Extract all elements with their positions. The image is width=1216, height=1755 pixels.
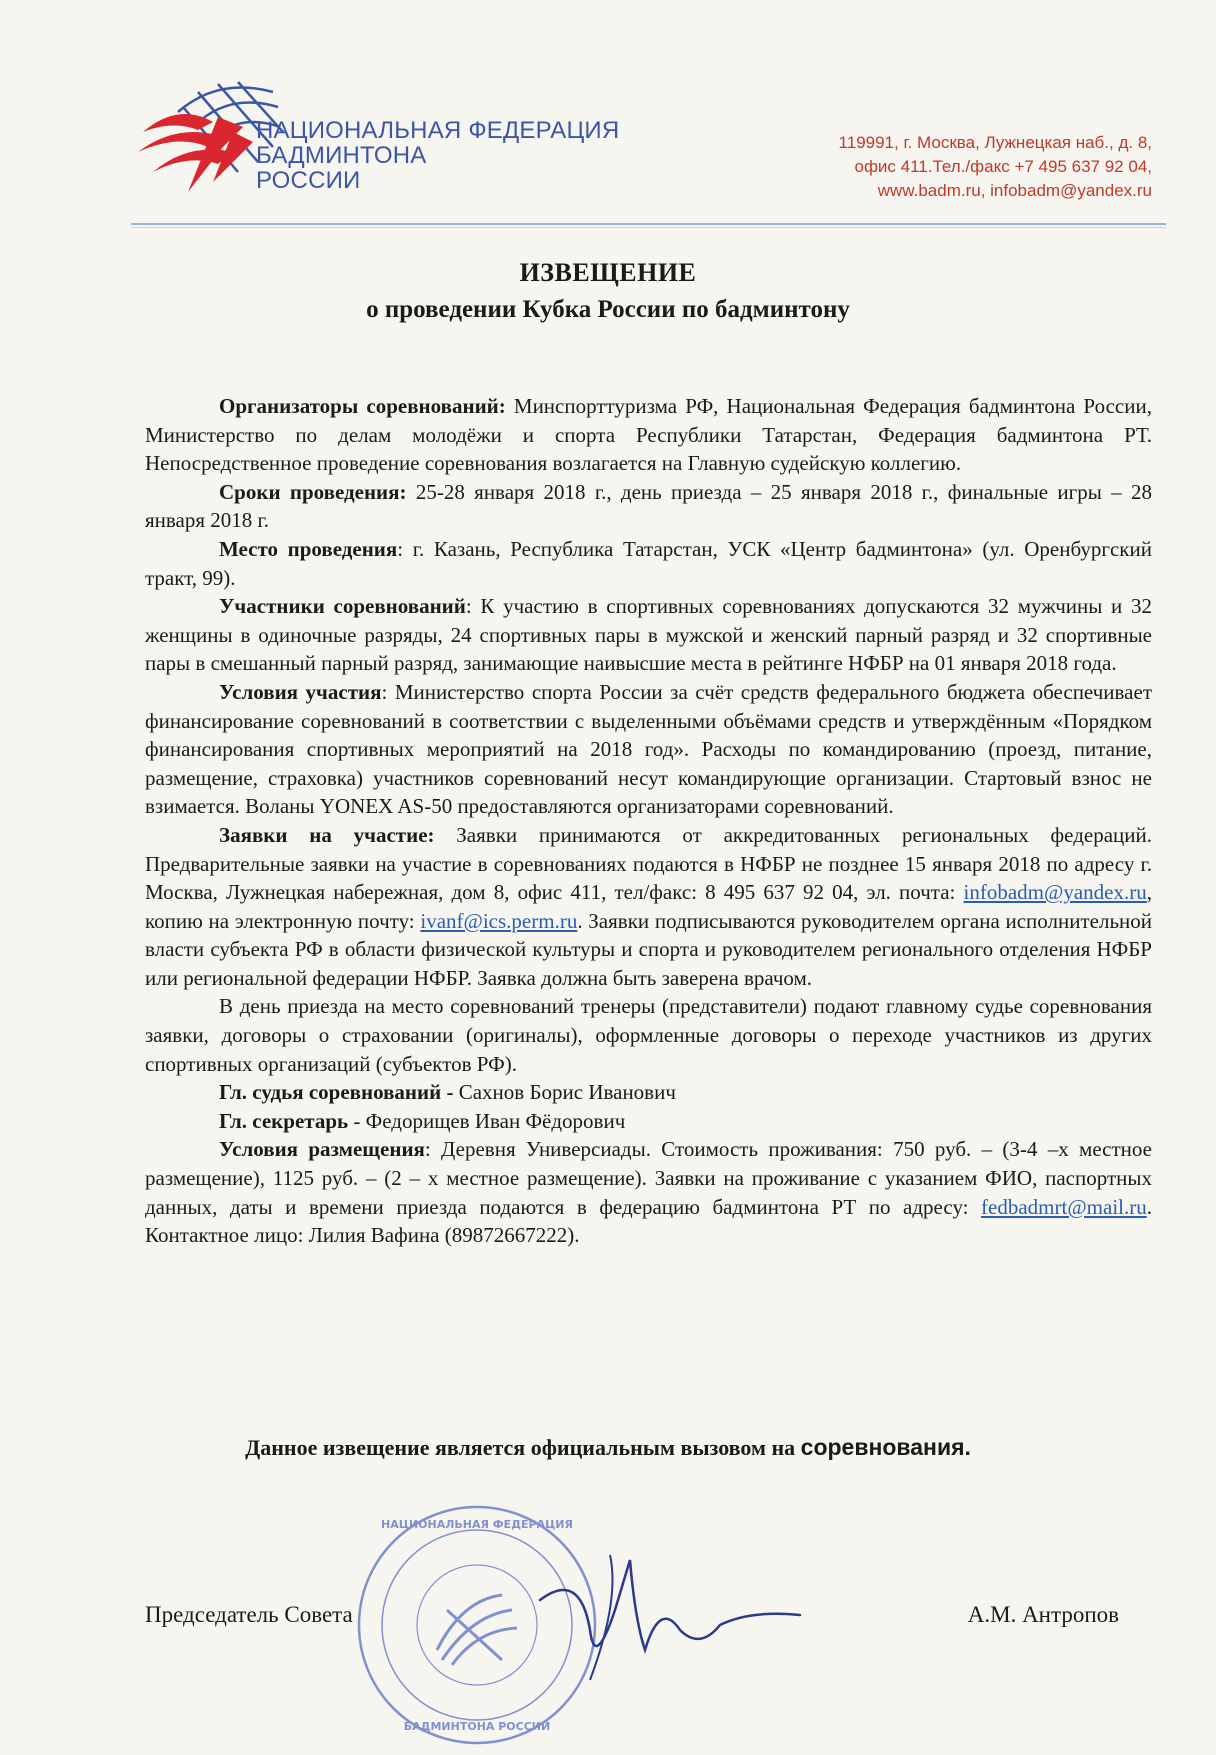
email-link-infobadm[interactable]: infobadm@yandex.ru — [963, 880, 1147, 905]
document-body — [145, 392, 1152, 1250]
venue-label: Место проведения — [219, 536, 398, 561]
venue-text: : г. Казань, Республика Татарстан, УСК «Центр бадминтона» (ул. Оренбургский тракт, 99). — [145, 536, 1152, 590]
signatory-position: Председатель Совета — [145, 1602, 353, 1627]
section-lodging — [145, 1135, 1152, 1249]
federation-name-line-1: НАЦИОНАЛЬНАЯ ФЕДЕРАЦИЯ — [256, 117, 620, 144]
signatory-name: А.М. Антропов — [967, 1602, 1119, 1627]
federation-name — [256, 118, 619, 193]
dates-text: 25-28 января 2018 г., день приезда – 25 января 2018 г., финальные игры – 28 января 2018 г. — [145, 479, 1152, 533]
contact-web: www.badm.ru, infobadm@yandex.ru — [877, 181, 1152, 200]
official-call-text: Данное извещение является официальным вызовом на — [245, 1435, 801, 1460]
document-title: ИЗВЕЩЕНИЕ — [519, 258, 697, 287]
contact-block — [839, 131, 1152, 203]
applications-text-3: . Заявки подписываются руководителем органа исполнительной власти субъекта РФ в области физической культуры и спорта и руководителем регионального отделения НФБР или региональной федерации НФБР. Заявка должна быть заверена врачом. — [145, 908, 1152, 990]
official-call-statement — [0, 1434, 1216, 1461]
conditions-text: : Министерство спорта России за счёт средств федерального бюджета обеспечивает финансирование соревнований в соответствии с выделенными объёмами средств и утверждённым «Порядком финансирования спортивных мероприятий на 2018 год». Расходы по командированию (проезд, питание, размещение, страховка) участников соревнований несут командирующие организации. Стартовый взнос не взимается. Воланы YONEX AS-50 предоставляются организаторами соревнований. — [145, 679, 1152, 819]
section-applications — [145, 821, 1152, 993]
section-dates — [145, 478, 1152, 535]
document-subtitle: о проведении Кубка России по бадминтону — [366, 296, 850, 323]
section-organizers — [145, 392, 1152, 478]
lodging-text-2: . Контактное лицо: Лилия Вафина (89872667222). — [145, 1194, 1152, 1248]
header-divider-thin — [131, 227, 1166, 228]
organizers-text: Минспорттуризма РФ, Национальная Федерация бадминтона России, Министерство по делам молодёжи и спорта Республики Татарстан, Федерация бадминтона РТ. Непосредственное проведение соревнования возлагается на Главную судейскую коллегию. — [145, 394, 1152, 476]
svg-text:НАЦИОНАЛЬНАЯ ФЕДЕРАЦИЯ: НАЦИОНАЛЬНАЯ ФЕДЕРАЦИЯ — [381, 1518, 573, 1531]
applications-text-2: , копию на электронную почту: — [145, 880, 1152, 933]
secretary-label: Гл. секретарь — [219, 1108, 349, 1133]
federation-name-line-2: БАДМИНТОНА — [256, 142, 427, 169]
handwritten-signature-icon — [520, 1540, 820, 1700]
federation-logo — [138, 72, 658, 212]
lodging-label: Условия размещения — [219, 1137, 425, 1162]
section-secretary — [145, 1107, 1152, 1136]
judge-name: Сахнов Борис Иванович — [453, 1080, 676, 1105]
applications-text-1: Заявки принимаются от аккредитованных региональных федераций. Предварительные заявки на участие в соревнованиях подаются в НФБР не позднее 15 января 2018 по адресу г. Москва, Лужнецкая набережная, дом 8, офис 411, тел/факс: 8 495 637 92 04, эл. почта: — [145, 822, 1153, 905]
section-judge — [145, 1078, 1152, 1107]
svg-text:БАДМИНТОНА РОССИИ: БАДМИНТОНА РОССИИ — [403, 1720, 551, 1733]
contact-address: 119991, г. Москва, Лужнецкая наб., д. 8, — [838, 133, 1152, 152]
email-link-ivanf[interactable]: ivanf@ics.perm.ru — [420, 908, 578, 933]
official-call-emphasis: соревнования. — [800, 1434, 971, 1460]
participants-text: : К участию в спортивных соревнованиях допускаются 32 мужчины и 32 женщины в одиночные разряды, 24 спортивных пары в мужской и женский парный разряд и 32 спортивные пары в смешанный парный разряд, занимающие наивысшие места в рейтинге НФБР на 01 января 2018 года. — [145, 594, 1152, 676]
header-divider — [131, 223, 1166, 225]
participants-label: Участники соревнований — [219, 594, 466, 619]
federation-name-line-3: РОССИИ — [256, 167, 361, 194]
lodging-text-1: : Деревня Универсиады. Стоимость проживания: 750 руб. – (3-4 –х местное размещение), 1125 руб. – (2 – х местное размещение). Заявки на проживание с указанием ФИО, паспортных данных, даты и времени приезда подаются в федерацию бадминтона РТ по адресу: — [145, 1137, 1152, 1219]
dates-label: Сроки проведения: — [219, 479, 407, 504]
section-arrival: В день приезда на место соревнований тренеры (представители) подают главному судье соревнования заявки, договоры о страховании (оригиналы), оформленные договоры о переходе участников из других спортивных организаций (субъектов РФ). — [145, 994, 1152, 1076]
contact-phone: офис 411.Тел./факс +7 495 637 92 04, — [854, 157, 1152, 176]
conditions-label: Условия участия — [219, 679, 382, 704]
section-conditions — [145, 678, 1152, 821]
section-venue — [145, 535, 1152, 592]
secretary-name: - Федорищев Иван Фёдорович — [348, 1108, 626, 1133]
section-participants — [145, 592, 1152, 678]
applications-label: Заявки на участие: — [219, 822, 435, 847]
organizers-label: Организаторы соревнований: — [219, 394, 506, 418]
email-link-fedbadmrt[interactable]: fedbadmrt@mail.ru — [981, 1194, 1147, 1219]
judge-label: Гл. судья соревнований - — [219, 1080, 454, 1105]
